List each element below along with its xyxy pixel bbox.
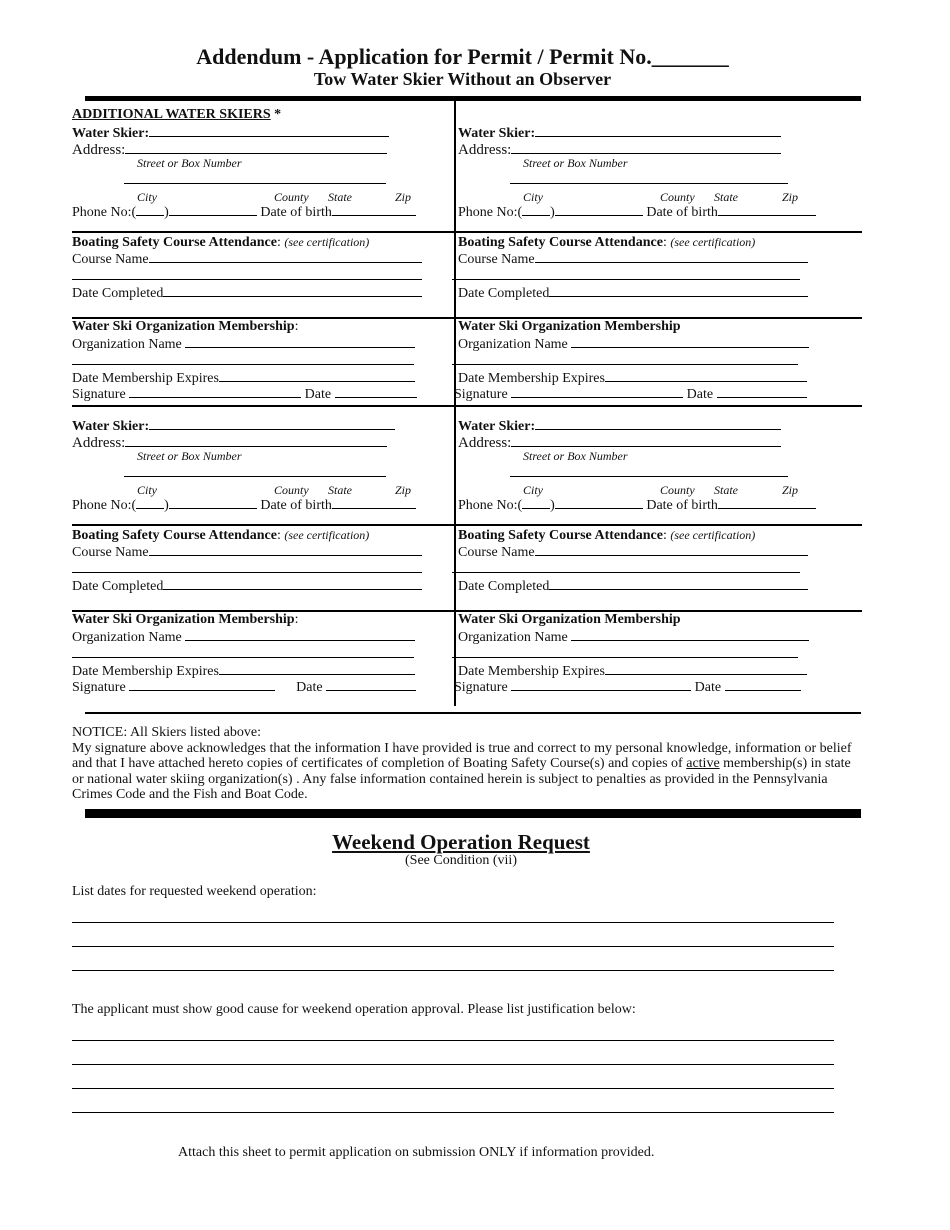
page-subtitle: Tow Water Skier Without an Observer [313,69,612,89]
date-completed-field[interactable]: Date Completed [458,284,808,302]
signature-row: Signature Date [72,678,416,696]
see-cert-note: (see certification) [284,528,370,542]
justification-line-2[interactable] [72,1064,834,1065]
water-skier-label: Water Skier: [458,419,536,434]
course-name-line-2[interactable] [72,279,422,280]
street-hint: Street or Box Number [137,449,242,463]
boating-course-heading: Boating Safety Course Attendance: (see certification) [72,528,370,543]
phone-area-field[interactable] [522,203,550,216]
see-cert-note: (see certification) [670,235,756,249]
street-hint: Street or Box Number [523,449,628,463]
address-label: Address: [72,142,126,158]
signature-field[interactable] [129,678,275,691]
dates-line-1[interactable] [72,922,834,923]
org-name-field[interactable]: Organization Name [458,335,809,353]
justification-line-4[interactable] [72,1112,834,1113]
phone-dob-row: Phone No:( ) Date of birth [72,203,416,221]
water-skier-field[interactable] [72,124,389,142]
dates-line-3[interactable] [72,970,834,971]
phone-label: Phone No:( [458,205,523,220]
notice-block [72,725,862,803]
date-completed-field[interactable]: Date Completed [72,577,422,595]
see-cert-note: (see certification) [284,235,370,249]
dates-line-2[interactable] [72,946,834,947]
dob-field[interactable] [332,203,416,216]
boating-course-heading: Boating Safety Course Attendance: (see certification) [458,528,756,543]
city-hint: City [137,190,157,204]
dob-field[interactable] [718,496,816,509]
footer-instruction: Attach this sheet to permit application on submission ONLY if information provided. [178,1145,655,1160]
boating-course-heading: Boating Safety Course Attendance: (see certification) [72,235,370,250]
phone-field[interactable] [555,203,643,216]
block-end-divider [85,712,861,714]
signature-field[interactable] [511,678,691,691]
address-label: Address: [458,142,512,158]
weekend-subtitle: (See Condition (vii) [405,853,517,868]
skier-block-3 [72,417,442,697]
org-name-line-2[interactable] [72,657,414,658]
state-hint: State [714,483,738,497]
signature-date-field[interactable] [717,385,807,398]
column-divider-bottom [454,406,456,706]
org-name-field[interactable]: Organization Name [72,335,415,353]
dates-prompt: List dates for requested weekend operation: [72,884,317,899]
signature-row: Signature Date [454,678,801,696]
skier-block-2 [454,124,828,404]
page-title: Addendum - Application for Permit / Permit No._______ [196,44,729,69]
org-membership-heading: Water Ski Organization Membership [458,319,681,334]
required-asterisk: * [274,107,282,122]
phone-label: Phone No:( [72,498,137,513]
course-name-line-2[interactable] [72,572,422,573]
city-line[interactable] [124,183,386,184]
skier-block-4 [454,417,828,697]
phone-area-field[interactable] [136,496,164,509]
membership-expires-field[interactable]: Date Membership Expires [458,369,807,387]
water-skier-label: Water Skier: [72,419,150,434]
signature-field[interactable] [511,385,683,398]
membership-expires-field[interactable]: Date Membership Expires [458,662,807,680]
signature-date-field[interactable] [335,385,417,398]
county-hint: County [660,483,695,497]
column-divider-top [454,101,456,406]
phone-field[interactable] [169,496,257,509]
phone-dob-row: Phone No:( ) Date of birth [458,203,816,221]
dob-label: Date of birth [646,205,718,220]
course-name-field[interactable]: Course Name [458,250,808,268]
street-hint: Street or Box Number [137,156,242,170]
membership-expires-field[interactable]: Date Membership Expires [72,662,415,680]
see-cert-note: (see certification) [670,528,756,542]
course-name-line-2[interactable] [452,572,800,573]
org-membership-heading: Water Ski Organization Membership: [72,612,299,627]
zip-hint: Zip [395,190,412,204]
dob-label: Date of birth [260,498,332,513]
water-skier-field[interactable] [458,417,781,435]
state-hint: State [328,190,352,204]
date-completed-field[interactable]: Date Completed [458,577,808,595]
county-hint: County [274,483,309,497]
block-divider [72,405,862,407]
notice-text: My signature above acknowledges that the information I have provided is true and correct to my personal knowledge, information or belief and that I have attached hereto copies of certificates of completion of Boating Safety Course(s) and copies of active membership(s) in state or national water skiing organization(s) . Any false information contained herein is subject to penalties as provided in the Pennsylvania Crimes Code and the Fish and Boat Code. [72,740,852,802]
city-line[interactable] [510,183,788,184]
water-skier-label: Water Skier: [72,126,150,141]
justification-prompt: The applicant must show good cause for weekend operation approval. Please list justification below: [72,1002,636,1017]
phone-label: Phone No:( [458,498,523,513]
section-heading-text: ADDITIONAL WATER SKIERS [72,107,271,122]
course-name-field[interactable]: Course Name [72,250,422,268]
city-line[interactable] [124,476,386,477]
water-skier-field[interactable] [72,417,395,435]
boating-course-heading: Boating Safety Course Attendance: (see certification) [458,235,756,250]
state-hint: State [714,190,738,204]
phone-field[interactable] [169,203,257,216]
skier-block-1 [72,124,442,404]
zip-hint: Zip [782,483,799,497]
section-heading [72,107,281,123]
water-skier-field[interactable] [458,124,781,142]
dob-label: Date of birth [646,498,718,513]
zip-hint: Zip [395,483,412,497]
dob-field[interactable] [332,496,416,509]
city-line[interactable] [510,476,788,477]
zip-hint: Zip [782,190,799,204]
signature-date-field[interactable] [326,678,416,691]
phone-dob-row: Phone No:( ) Date of birth [72,496,416,514]
org-name-field[interactable]: Organization Name [72,628,415,646]
dob-field[interactable] [718,203,816,216]
org-membership-heading: Water Ski Organization Membership [458,612,681,627]
notice-divider [85,809,861,818]
phone-area-field[interactable] [522,496,550,509]
phone-dob-row: Phone No:( ) Date of birth [458,496,816,514]
city-hint: City [523,483,543,497]
city-hint: City [137,483,157,497]
county-hint: County [274,190,309,204]
dob-label: Date of birth [260,205,332,220]
street-hint: Street or Box Number [523,156,628,170]
address-label: Address: [72,435,126,451]
notice-heading: NOTICE: All Skiers listed above: [72,725,261,740]
org-name-line-2[interactable] [452,364,798,365]
water-skier-label: Water Skier: [458,126,536,141]
signature-date-field[interactable] [725,678,801,691]
membership-expires-field[interactable]: Date Membership Expires [72,369,415,387]
header-divider [85,96,861,101]
justification-line-1[interactable] [72,1040,834,1041]
org-membership-heading: Water Ski Organization Membership: [72,319,299,334]
signature-row: Signature Date [454,385,807,403]
signature-row: Signature Date [72,385,417,403]
date-completed-field[interactable]: Date Completed [72,284,422,302]
county-hint: County [660,190,695,204]
active-word: active [686,756,720,771]
phone-field[interactable] [555,496,643,509]
org-name-line-2[interactable] [72,364,414,365]
course-name-field[interactable]: Course Name [458,543,808,561]
state-hint: State [328,483,352,497]
org-name-line-2[interactable] [452,657,798,658]
course-name-line-2[interactable] [452,279,800,280]
phone-label: Phone No:( [72,205,137,220]
course-name-field[interactable]: Course Name [72,543,422,561]
address-label: Address: [458,435,512,451]
justification-line-3[interactable] [72,1088,834,1089]
phone-area-field[interactable] [136,203,164,216]
weekend-title: Weekend Operation Request [332,830,590,854]
signature-field[interactable] [129,385,301,398]
city-hint: City [523,190,543,204]
org-name-field[interactable]: Organization Name [458,628,809,646]
